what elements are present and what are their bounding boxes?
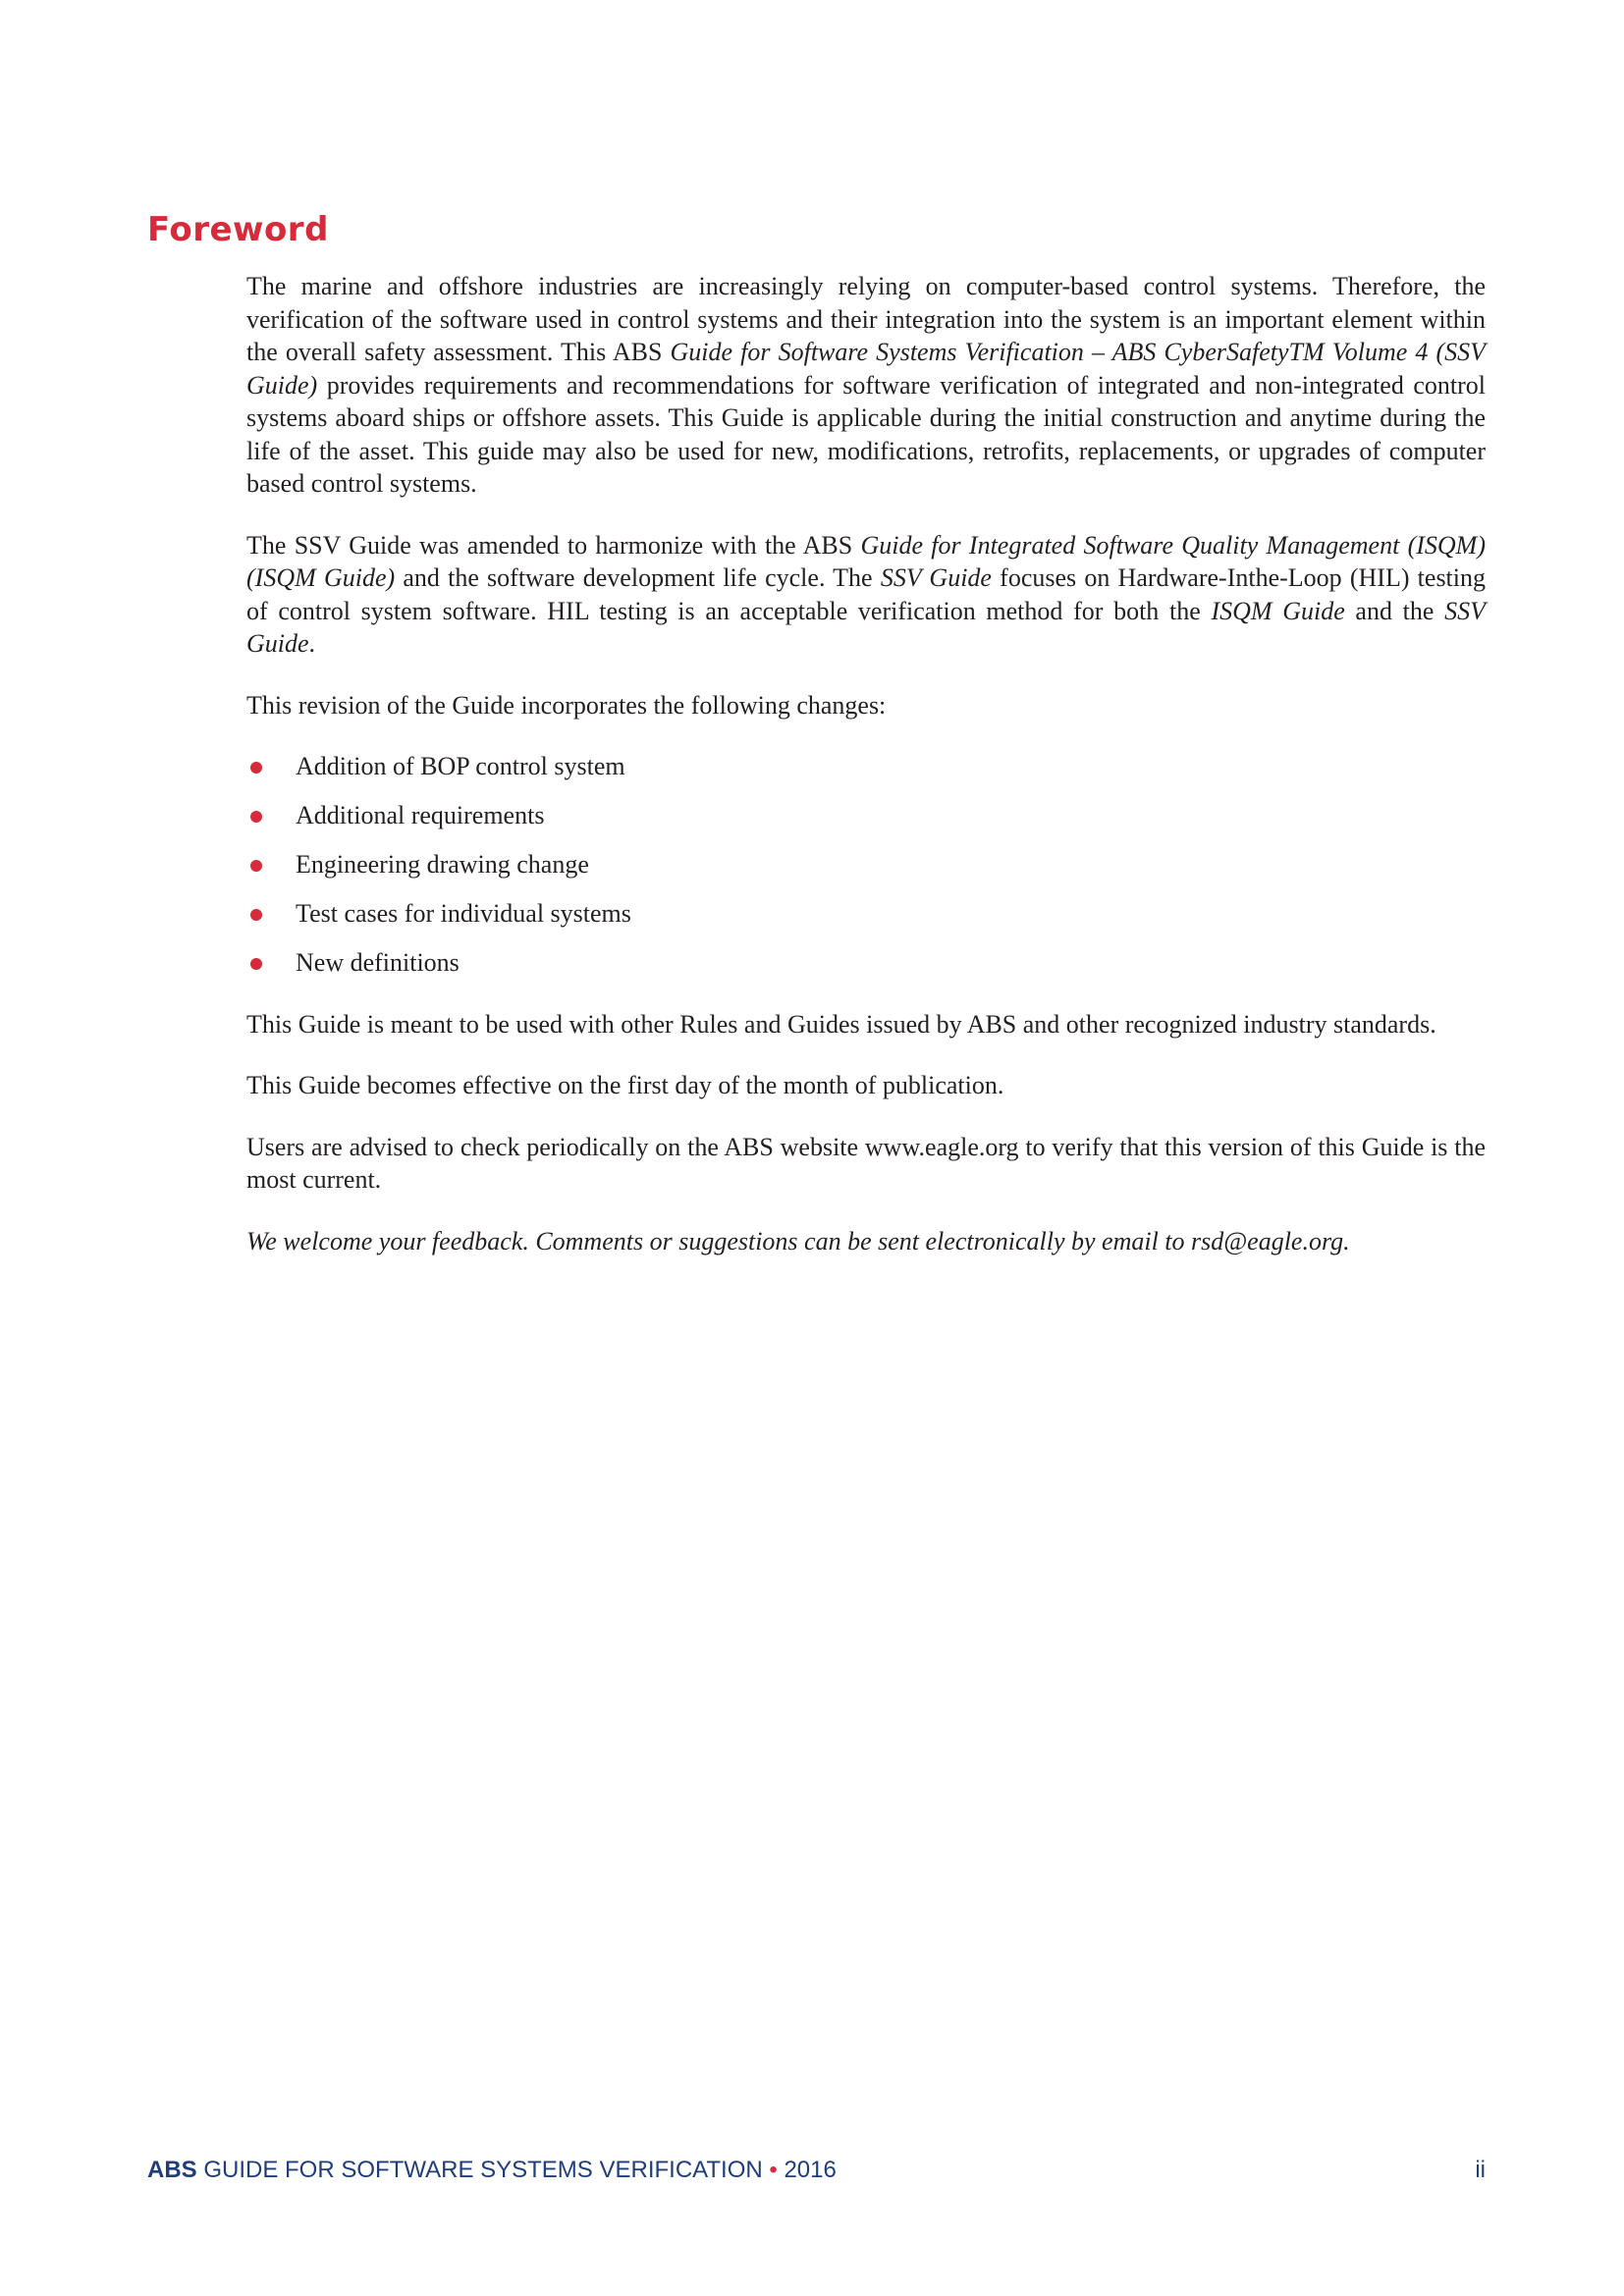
guide-ref-ssv-2: SSV Guide	[246, 596, 1486, 658]
guide-ref-ssv: SSV Guide	[880, 563, 992, 592]
footer-title	[147, 2157, 837, 2184]
paragraph-amendment-text-g: and the	[1344, 596, 1445, 625]
paragraph-usage: This Guide is meant to be used with other Rules and Guides issued by ABS and other recognized industry standards.	[246, 1009, 1436, 1039]
feedback-text: We welcome your feedback. Comments or suggestions can be sent electronically by email to rsd@eagle.org.	[246, 1226, 1350, 1255]
footer-brand: ABS	[147, 2157, 197, 2183]
paragraph-website: Users are advised to check periodically on the ABS website www.eagle.org to verify that this version of this Guide is the most current.	[246, 1132, 1486, 1194]
paragraph-feedback	[246, 1225, 1486, 1258]
list-item	[246, 848, 1486, 881]
bullet-icon	[250, 811, 262, 823]
page-title: Foreword	[147, 210, 329, 249]
paragraph-amendment-text-e: focuses on Hardware-Inthe-Loop (HIL) testing of control system software. HIL testing is an acceptable verification method for both the	[246, 563, 1487, 625]
bullet-icon	[250, 958, 262, 970]
page-footer	[147, 2157, 1486, 2184]
list-item	[246, 750, 1486, 783]
paragraph-intro-text-c: provides requirements and recommendations for software verification of integrated and non-integrated control systems aboard ships or offshore assets. This Guide is applicable during the initial construction and anytime during the life of the asset. This guide may also be used for new, modifications, retrofits, replacements, or upgrades of computer based control systems.	[246, 370, 1486, 498]
footer-separator: •	[769, 2157, 778, 2183]
paragraph-effective-date: This Guide becomes effective on the first day of the month of publication.	[246, 1071, 1004, 1099]
list-item-text: Addition of BOP control system	[296, 752, 625, 780]
list-item-text: Engineering drawing change	[296, 850, 589, 879]
list-item	[246, 946, 1486, 980]
list-item	[246, 799, 1486, 832]
guide-ref-isqm: ISQM Guide	[1211, 596, 1345, 625]
foreword-body	[246, 270, 1486, 1257]
paragraph-amendment	[246, 529, 1486, 661]
paragraph-intro	[246, 270, 1486, 501]
paragraph-amendment-text-a: The SSV Guide was amended to harmonize with the ABS	[246, 530, 861, 560]
paragraph-intro-text-a: The marine and offshore industries are increasingly relying on computer-based control systems. Therefore, the verification of the software used in control systems and their integration into the system is an important element within the overall safety assessment. This ABS	[246, 272, 1486, 366]
footer-guide-title: GUIDE FOR SOFTWARE SYSTEMS VERIFICATION	[196, 2157, 770, 2183]
paragraph-amendment-text-i: .	[308, 629, 316, 658]
page-number: ii	[1475, 2157, 1486, 2183]
bullet-icon	[250, 909, 262, 921]
bullet-icon	[250, 860, 262, 872]
guide-title-isqm: Guide for Integrated Software Quality Management (ISQM) (ISQM Guide)	[246, 530, 1486, 592]
list-item-text: New definitions	[296, 948, 460, 977]
changes-list	[246, 750, 1486, 980]
footer-year: 2016	[777, 2157, 837, 2183]
list-item	[246, 897, 1486, 931]
list-item-text: Additional requirements	[296, 801, 545, 829]
paragraph-amendment-text-c: and the software development life cycle. The	[395, 563, 881, 592]
paragraph-revision-intro: This revision of the Guide incorporates the following changes:	[246, 690, 887, 720]
list-item-text: Test cases for individual systems	[296, 899, 631, 928]
guide-title-ssv: Guide for Software Systems Verification – ABS CyberSafetyTM Volume 4 (SSV Guide)	[246, 338, 1487, 400]
bullet-icon	[250, 762, 262, 774]
